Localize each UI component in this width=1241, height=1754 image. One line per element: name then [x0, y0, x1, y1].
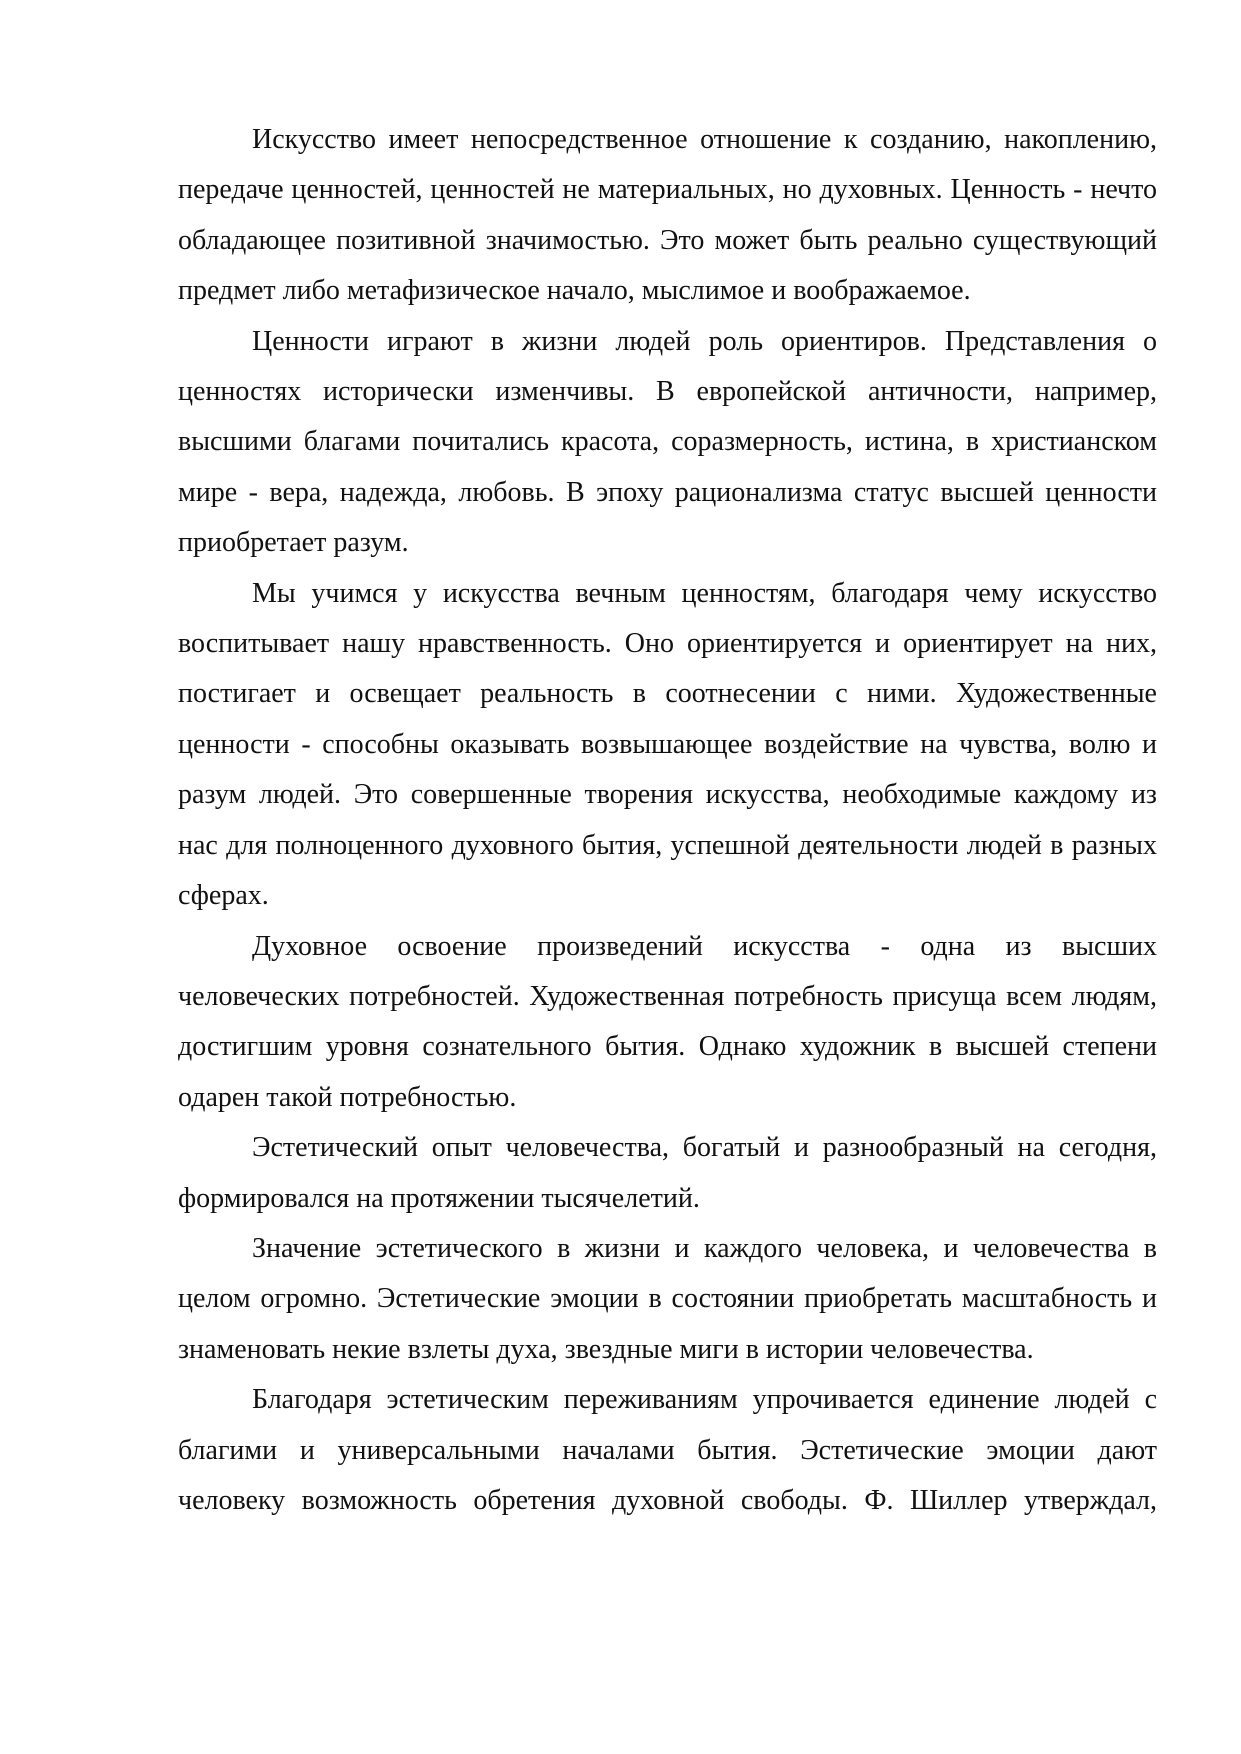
paragraph-1: Искусство имеет непосредственное отношение к созданию, накоплению, передаче ценностей, ценностей не материальных, но духовных. Ценность - нечто обладающее позитивной значимостью. Это может быть реально существующий предмет либо метафизическое начало, мыслимое и воображаемое. [178, 124, 1157, 307]
paragraph-3: Мы учимся у искусства вечным ценностям, благодаря чему искусство воспитывает нашу нравственность. Оно ориентируется и ориентирует на них, постигает и освещает реальность в соотнесении с ними. Художественные ценности - способны оказывать возвышающее воздействие на чувства, волю и разум людей. Это совершенные творения искусства, необходимые каждому из нас для полноценного духовного бытия, успешной деятельности людей в разных сферах. [178, 577, 1157, 912]
paragraph-2: Ценности играют в жизни людей роль ориентиров. Представления о ценностях исторически изменчивы. В европейской античности, например, высшими благами почитались красота, соразмерность, истина, в христианском мире - вера, надежда, любовь. В эпоху рационализма статус высшей ценности приобретает разум. [178, 325, 1157, 559]
paragraph-5: Эстетический опыт человечества, богатый и разнообразный на сегодня, формировался на протяжении тысячелетий. [178, 1132, 1157, 1214]
paragraph-4: Духовное освоение произведений искусства - одна из высших человеческих потребностей. Художественная потребность присуща всем людям, достигшим уровня сознательного бытия. Однако художник в высшей степени одарен такой потребностью. [178, 930, 1157, 1113]
paragraph-6: Значение эстетического в жизни и каждого человека, и человечества в целом огромно. Эстетические эмоции в состоянии приобретать масштабность и знаменовать некие взлеты духа, звездные миги в истории человечества. [178, 1232, 1157, 1365]
paragraph-7: Благодаря эстетическим переживаниям упрочивается единение людей с благими и универсальными началами бытия. Эстетические эмоции дают человеку возможность обретения духовной свободы. Ф. Шиллер утверждал, [178, 1384, 1157, 1516]
document-body [178, 115, 1157, 1526]
